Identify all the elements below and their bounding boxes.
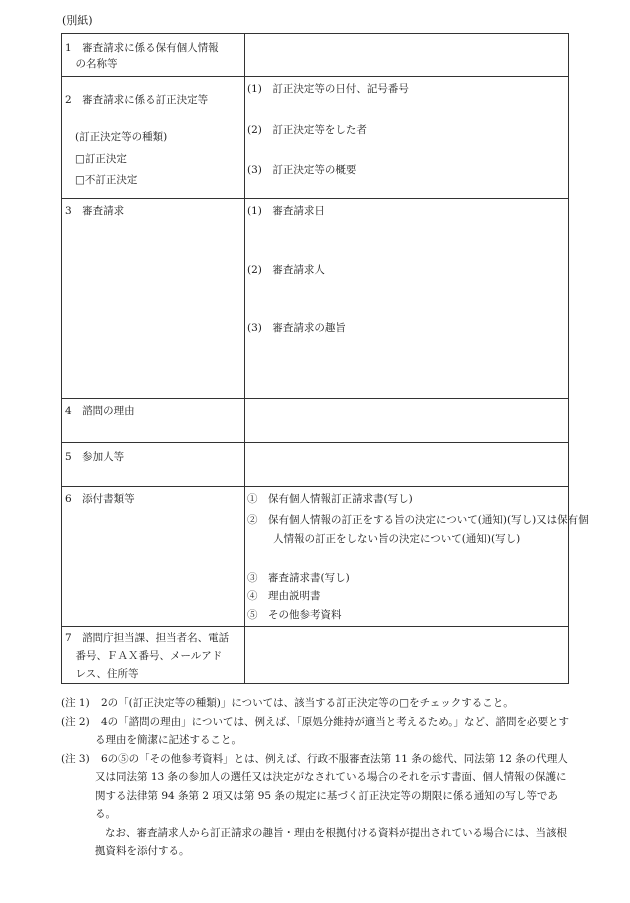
value-cell[interactable]: [245, 399, 569, 443]
list-item: ④ 理由説明書: [247, 590, 321, 602]
type-caption: (訂正決定等の種類): [75, 131, 168, 143]
list-item: (2) 訂正決定等をした者: [247, 124, 367, 136]
table-row: [62, 199, 569, 399]
list-item: ⑤ その他参考資料: [247, 609, 342, 621]
note-1: [61, 694, 571, 713]
row-label: 6 添付書類等: [65, 493, 135, 505]
list-item: ① 保有個人情報訂正請求書(写し): [247, 493, 413, 505]
value-cell: [245, 199, 569, 399]
label-cell: [62, 627, 245, 684]
label-cell: [62, 443, 245, 487]
table-row: [62, 627, 569, 684]
list-item: (3) 審査請求の趣旨: [247, 322, 346, 334]
label-cell: [62, 77, 245, 199]
row-label: 3 審査請求: [65, 205, 125, 217]
row-label-line: 1 審査請求に係る保有個人情報: [65, 42, 219, 54]
label-cell: [62, 399, 245, 443]
inquiry-form-table: [61, 33, 589, 684]
note-3-supplement: なお、審査請求人から訂正請求の趣旨・理由を根拠付ける資料が提出されている場合には、当該根拠資料を添付する。: [95, 826, 567, 857]
row-label-line: 7 諮問庁担当課、担当者名、電話: [65, 632, 230, 644]
note-text: 6の⑤の「その他参考資料」とは、例えば、行政不服審査法第 11 条の総代、同法第 12 条の代理人又は同法第 13 条の参加人の選任又は決定がなされている場合のそれを示す書面、個人情報の保護に関する法律第 94 条第 2 項又は第 95 条の規定に基づく訂正決定等の期限に係る通知の写し等である。: [95, 752, 568, 820]
page-label: (別紙): [62, 14, 93, 27]
table-row: [62, 487, 569, 627]
label-cell: [62, 199, 245, 399]
row-label: 4 諮問の理由: [65, 405, 135, 417]
table-row: [62, 443, 569, 487]
label-cell: [62, 487, 245, 627]
value-cell: [245, 77, 569, 199]
note-mark: (注 2): [61, 715, 90, 728]
value-cell[interactable]: [245, 443, 569, 487]
list-item: (1) 訂正決定等の日付、記号番号: [247, 83, 409, 95]
list-item: (3) 訂正決定等の概要: [247, 164, 357, 176]
value-cell[interactable]: [245, 34, 569, 77]
list-item: (1) 審査請求日: [247, 205, 325, 217]
note-mark: (注 3): [61, 752, 90, 765]
row-label-line: レス、住所等: [65, 668, 139, 680]
list-item: ③ 審査請求書(写し): [247, 572, 350, 584]
note-text: 2の「(訂正決定等の種類)」については、該当する訂正決定等の□をチェックすること。: [101, 697, 514, 709]
note-text: 4の「諮問の理由」については、例えば、「原処分維持が適当と考えるため。」など、諮問を必要とする理由を簡潔に記述すること。: [95, 715, 570, 746]
row-label: 2 審査請求に係る訂正決定等: [65, 94, 209, 106]
value-cell[interactable]: [245, 627, 569, 684]
row-label: 5 参加人等: [65, 451, 125, 463]
checkbox-non-correction[interactable]: □不訂正決定: [75, 174, 138, 186]
list-item: ② 保有個人情報の訂正をする旨の決定について(通知)(写し)又は保有個人情報の訂正をしない旨の決定について(通知)(写し): [247, 514, 589, 545]
note-3: [61, 750, 571, 824]
list-item: (2) 審査請求人: [247, 264, 325, 276]
table-row: [62, 399, 569, 443]
checkbox-correction[interactable]: □訂正決定: [75, 153, 127, 165]
table-row: [62, 34, 569, 77]
notes-section: [61, 694, 571, 861]
note-2: [61, 713, 571, 750]
label-cell: [62, 34, 245, 77]
value-cell: [245, 487, 589, 627]
table-row: [62, 77, 569, 199]
row-label-line: 番号、ＦＡＸ番号、メールアド: [65, 650, 223, 662]
row-label-line: の名称等: [65, 58, 118, 70]
note-mark: (注 1): [61, 697, 90, 709]
